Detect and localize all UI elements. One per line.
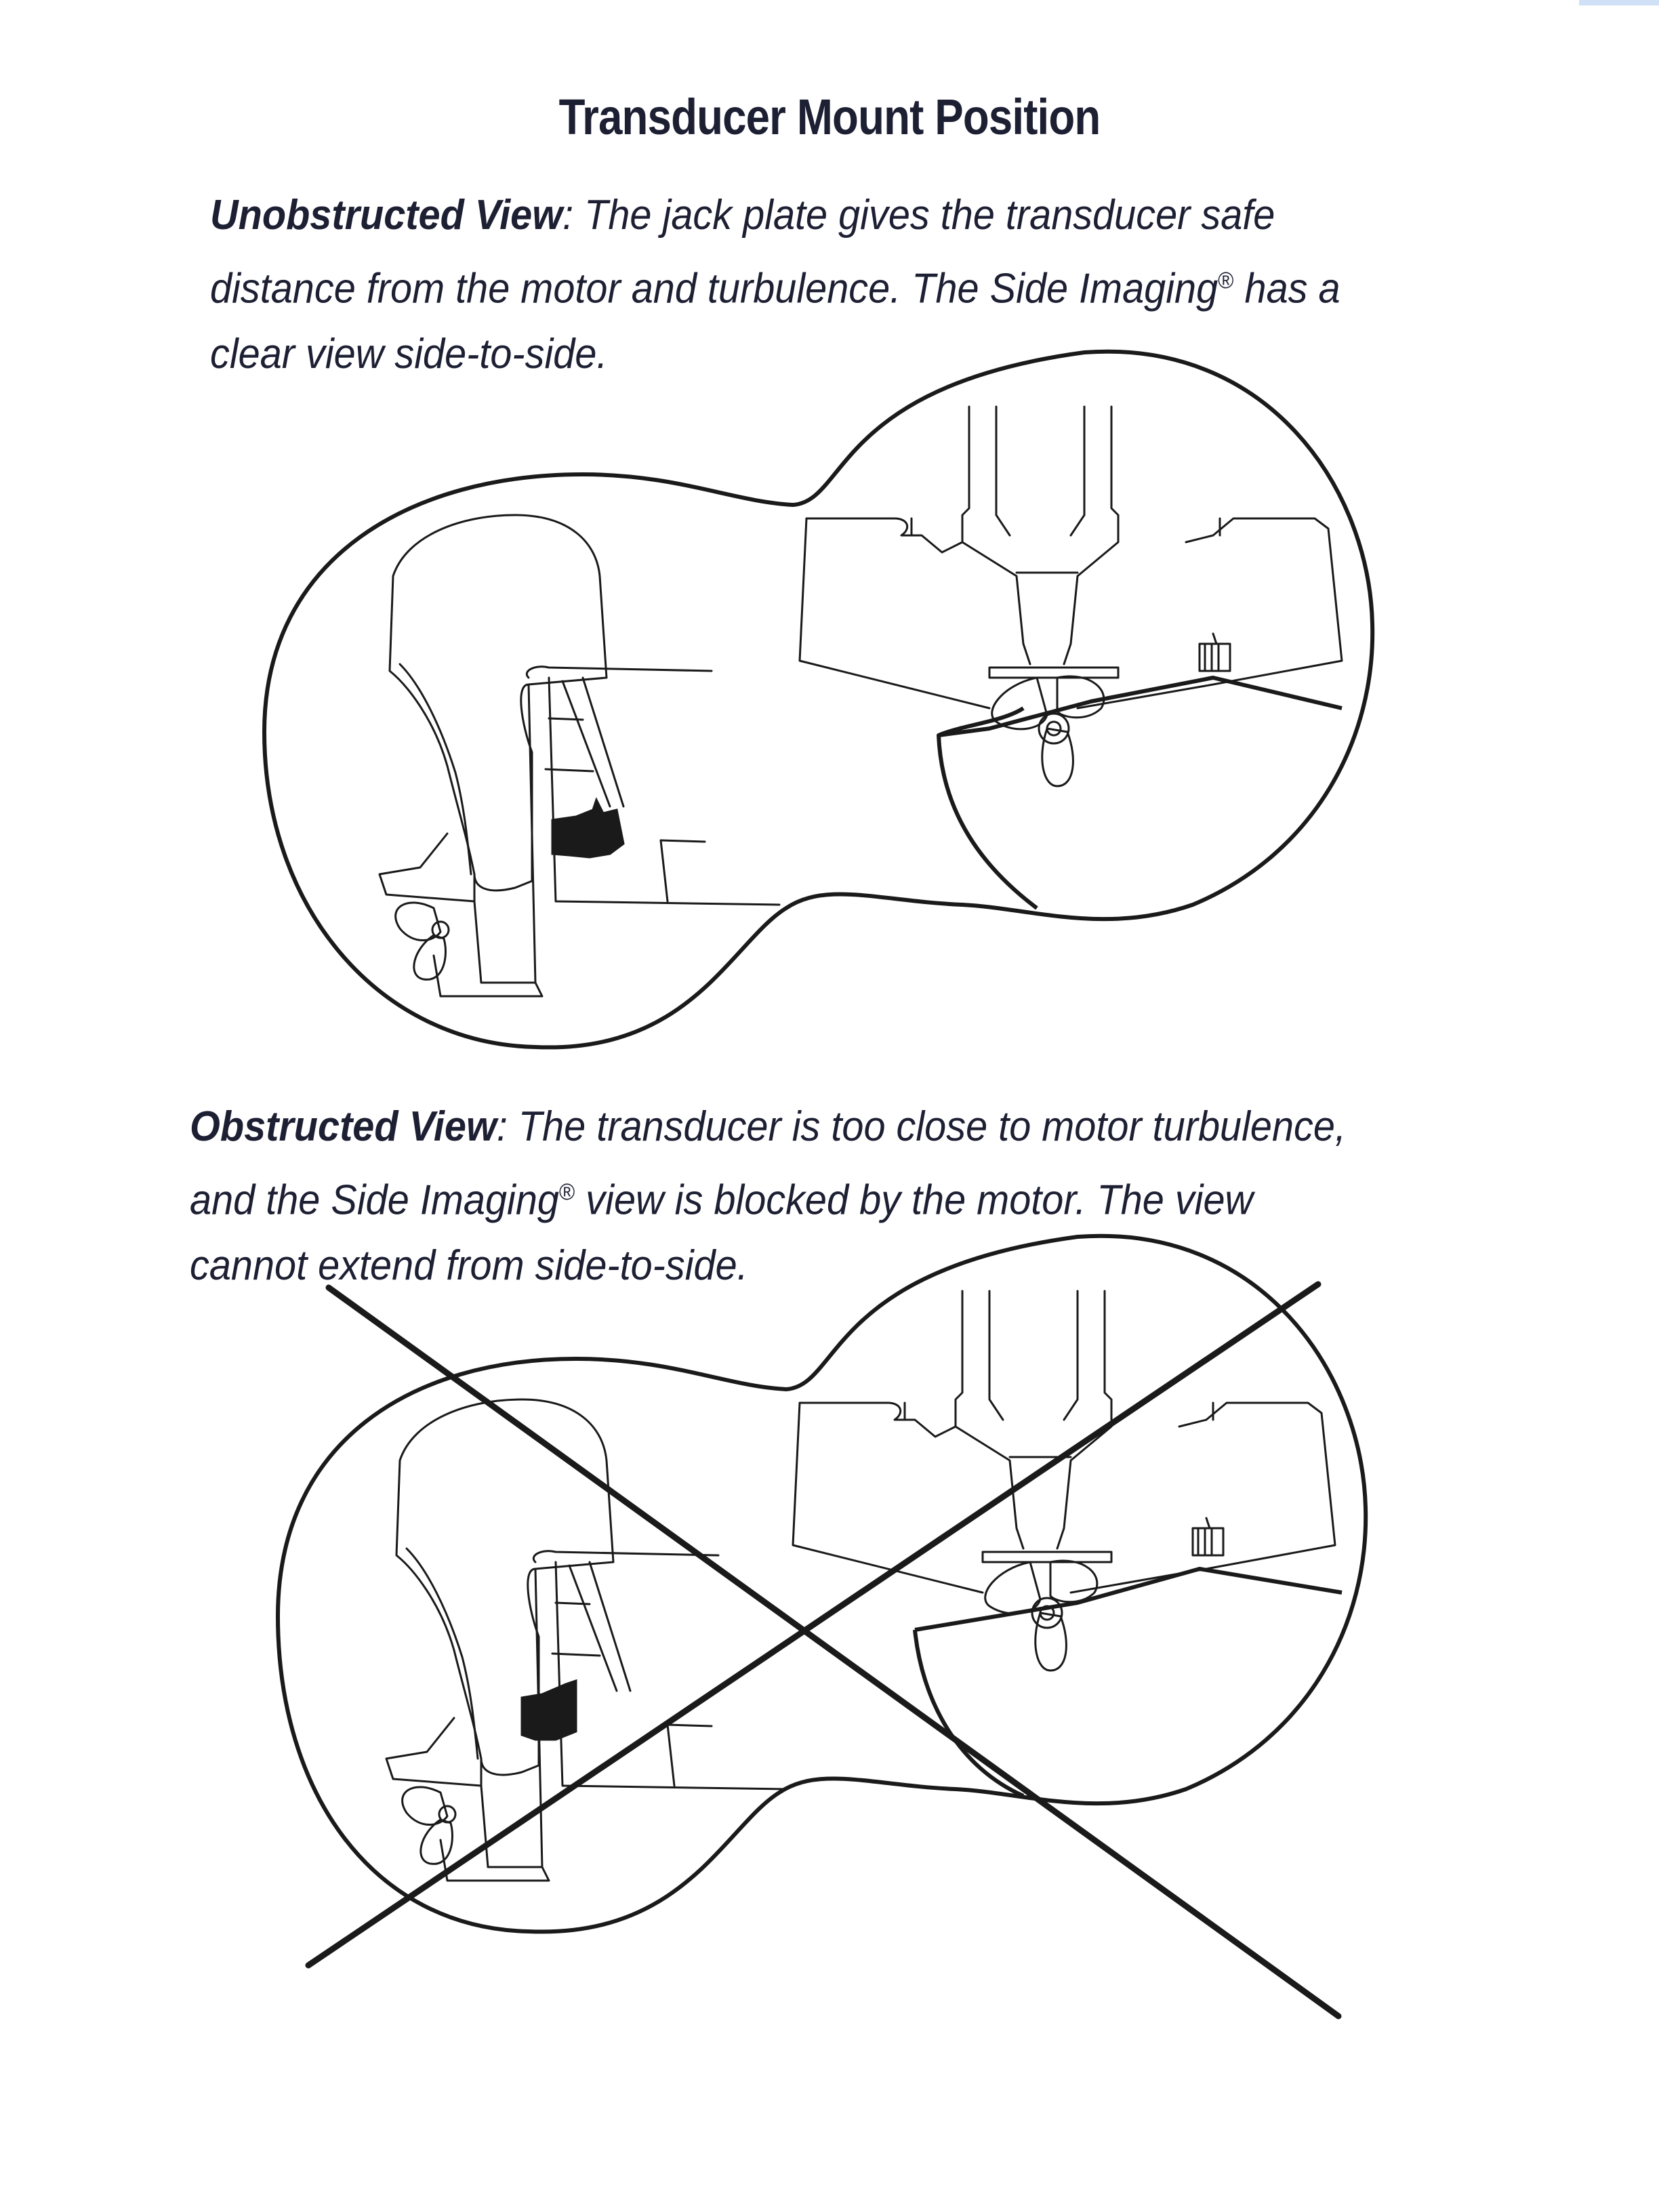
unobstructed-view-line <box>939 678 1342 908</box>
obstructed-text-line2a: and the Side Imaging <box>190 1176 559 1224</box>
obstructed-heading: Obstructed View <box>190 1103 497 1150</box>
obstructed-text-line1: The transducer is too close to motor turbulence, <box>518 1103 1346 1150</box>
unobstructed-illustration <box>264 352 1372 1048</box>
obstructed-separator: : <box>496 1103 508 1150</box>
obstructed-text-line2b: view is blocked by the motor. The view <box>586 1176 1254 1224</box>
side-view-motor-icon <box>380 515 779 996</box>
rear-view-hull-icon <box>793 1291 1335 1671</box>
page-title: Transducer Mount Position <box>558 89 1101 145</box>
rear-view-hull-icon <box>800 407 1342 786</box>
obstructed-registered-mark: ® <box>558 1179 575 1205</box>
unobstructed-text-line2b: has a <box>1244 265 1340 312</box>
unobstructed-heading: Unobstructed View <box>210 192 563 239</box>
unobstructed-separator: : <box>562 192 574 239</box>
obstructed-text-line3: cannot extend from side-to-side. <box>190 1242 748 1289</box>
unobstructed-registered-mark: ® <box>1218 268 1234 293</box>
motor-mounted-transducer-icon <box>522 1681 576 1740</box>
obstructed-illustration <box>278 1236 1366 1932</box>
obstructed-cross-mark-icon <box>308 1284 1338 2016</box>
jack-plate-transducer-icon <box>552 800 623 857</box>
unobstructed-text-line3: clear view side-to-side. <box>210 330 608 377</box>
obstructed-view-line <box>915 1569 1342 1796</box>
unobstructed-outline <box>264 352 1372 1048</box>
obstructed-outline <box>278 1236 1366 1932</box>
unobstructed-text-line1: The jack plate gives the transducer safe <box>584 192 1275 239</box>
unobstructed-text-line2a: distance from the motor and turbulence. The Side Imaging <box>210 265 1218 312</box>
